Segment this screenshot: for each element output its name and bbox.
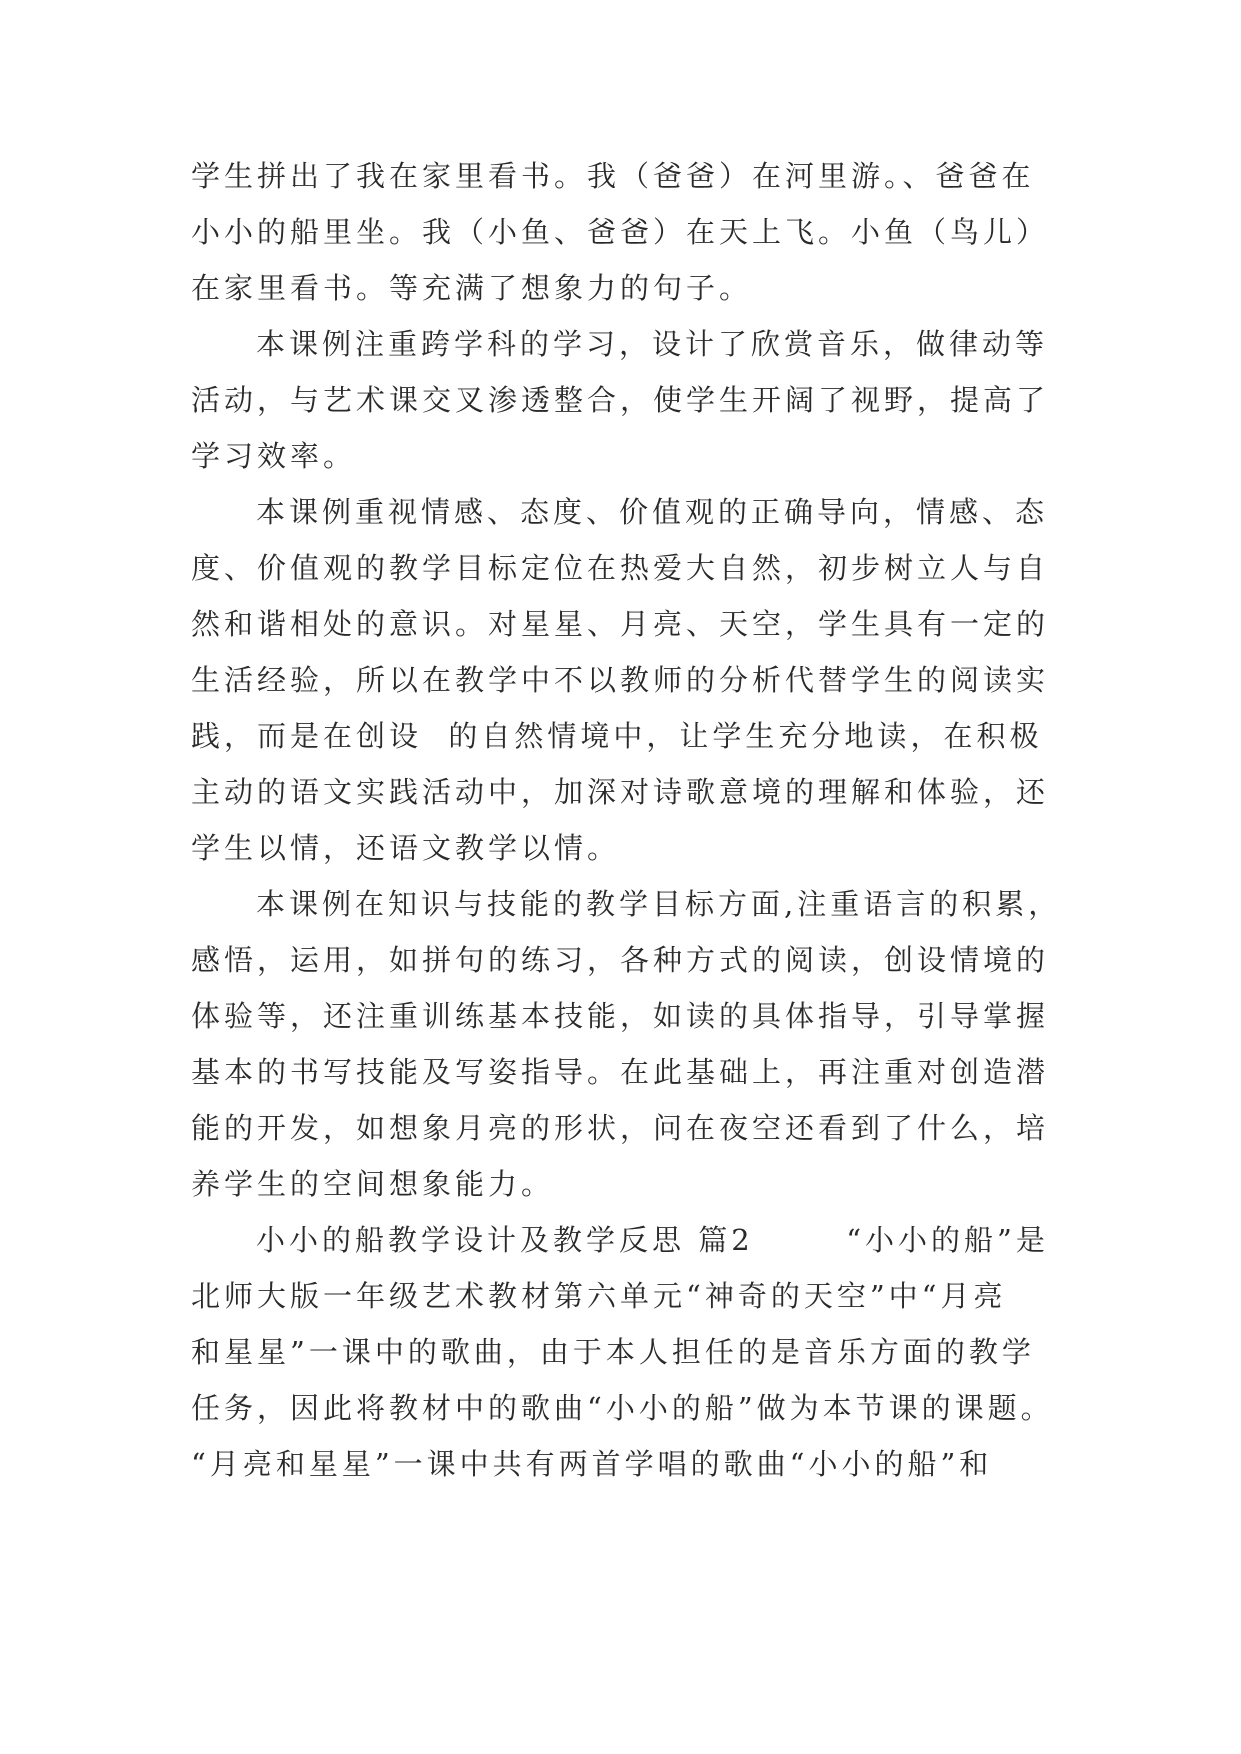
text-line: 然和谐相处的意识。对星星、月亮、天空，学生具有一定的 — [191, 607, 1050, 641]
text-line: 感悟，运用，如拼句的练习，各种方式的阅读，创设情境的 — [191, 943, 1050, 977]
text-line: 能的开发，如想象月亮的形状，问在夜空还看到了什么，培 — [191, 1111, 1050, 1145]
text-line: 体验等，还注重训练基本技能，如读的具体指导，引导掌握 — [191, 999, 1050, 1033]
text-line: 小小的船里坐。我（小鱼、爸爸）在天上飞。小鱼（鸟儿） — [191, 215, 1050, 249]
paragraph-first-line: 小小的船教学设计及教学反思 篇2 “小小的船”是 — [256, 1223, 1049, 1257]
text-line: 度、价值观的教学目标定位在热爱大自然，初步树立人与自 — [191, 551, 1050, 585]
text-line: 践，而是在创设 的自然情境中，让学生充分地读，在积极 — [191, 719, 1043, 753]
paragraph-first-line: 本课例在知识与技能的教学目标方面,注重语言的积累， — [256, 887, 1062, 921]
text-line: 学习效率。 — [191, 439, 357, 473]
text-line: “月亮和星星”一课中共有两首学唱的歌曲“小小的船”和 — [191, 1447, 993, 1481]
text-line: 北师大版一年级艺术教材第六单元“神奇的天空”中“月亮 — [191, 1279, 1007, 1313]
text-line: 在家里看书。等充满了想象力的句子。 — [191, 271, 753, 305]
text-line: 任务，因此将教材中的歌曲“小小的船”做为本节课的课题。 — [191, 1391, 1054, 1425]
text-line: 学生拼出了我在家里看书。我（爸爸）在河里游。、爸爸在 — [191, 159, 1035, 193]
text-line: 养学生的空间想象能力。 — [191, 1167, 555, 1201]
paragraph-first-line: 本课例重视情感、态度、价值观的正确导向，情感、态 — [256, 495, 1049, 529]
text-line: 生活经验，所以在教学中不以教师的分析代替学生的阅读实 — [191, 663, 1050, 697]
text-line: 主动的语文实践活动中，加深对诗歌意境的理解和体验，还 — [191, 775, 1050, 809]
text-line: 和星星”一课中的歌曲，由于本人担任的是音乐方面的教学 — [191, 1335, 1035, 1369]
text-line: 基本的书写技能及写姿指导。在此基础上，再注重对创造潜 — [191, 1055, 1050, 1089]
text-line: 学生以情，还语文教学以情。 — [191, 831, 621, 865]
text-line: 活动，与艺术课交叉渗透整合，使学生开阔了视野，提高了 — [191, 383, 1050, 417]
paragraph-first-line: 本课例注重跨学科的学习，设计了欣赏音乐，做律动等 — [256, 327, 1049, 361]
